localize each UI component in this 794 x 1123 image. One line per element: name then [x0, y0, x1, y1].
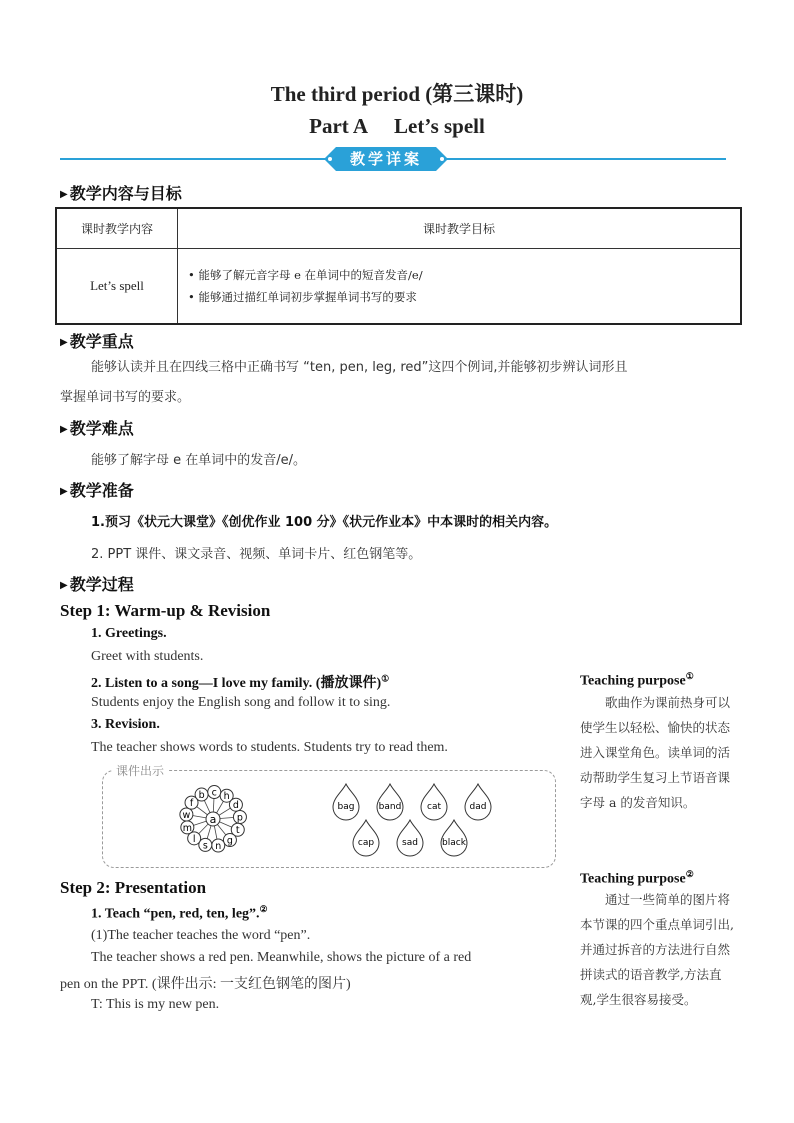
side-note-2-text: [580, 887, 750, 1012]
side-title-label: Teaching purpose: [580, 673, 686, 689]
table-header-content: 课时教学内容: [56, 208, 178, 248]
preparation-item-1: 1.预习《状元大课堂》《创优作业 100 分》《状元作业本》中本课时的相关内容。: [91, 515, 558, 530]
side-line: 通过一些简单的图片将: [605, 892, 731, 907]
drop-word: black: [442, 838, 466, 848]
section-key-points: [60, 329, 134, 352]
section-label: 教学准备: [69, 481, 134, 500]
table-cell-content: Let’s spell: [56, 248, 178, 324]
wheel-letter: f: [189, 798, 194, 810]
table-header-goals: 课时教学目标: [178, 208, 742, 248]
drop-word: dad: [469, 802, 487, 812]
step1-heading: Step 1: Warm-up & Revision: [60, 601, 271, 620]
side-line: 使学生以轻松、愉快的状态: [580, 720, 731, 735]
wheel-letter: g: [226, 835, 233, 847]
side-line: 本节课的四个重点单词引出,: [580, 917, 734, 932]
wheel-center-letter: a: [209, 813, 217, 826]
triangle-icon: ▶: [60, 580, 68, 591]
section-process: [60, 572, 134, 595]
side-note-1-text: [580, 690, 750, 815]
side-line: 并通过拆音的方法进行自然: [580, 942, 731, 957]
drop-word: bag: [337, 802, 355, 812]
objectives-table: [55, 207, 742, 325]
preparation-item-2: 2. PPT 课件、课文录音、视频、单词卡片、红色钢笔等。: [91, 547, 422, 562]
side-line: 动帮助学生复习上节语音课: [580, 770, 731, 785]
step2-line4: T: This is my new pen.: [91, 997, 220, 1012]
section-content-goals: [60, 181, 182, 204]
step1-sub2-text: Students enjoy the English song and follow it to sing.: [91, 695, 391, 710]
step2-sub1: [91, 904, 268, 923]
drop-word: cap: [357, 838, 375, 848]
wheel-letter: w: [182, 809, 191, 821]
wheel-letter: p: [236, 812, 243, 824]
wheel-letter: t: [235, 825, 240, 837]
section-banner: [322, 145, 450, 173]
wheel-letter: b: [198, 790, 205, 802]
drop-word: cat: [427, 802, 441, 812]
step2-heading: Step 2: Presentation: [60, 878, 207, 897]
difficulties-text: 能够了解字母 e 在单词中的发音/e/。: [91, 453, 307, 468]
goal-item: • 能够通过描红单词初步掌握单词书写的要求: [188, 289, 417, 304]
table-cell-goals: [178, 248, 742, 324]
key-points-text-cont: 掌握单词书写的要求。: [60, 390, 191, 405]
wheel-letter: h: [223, 791, 230, 803]
wheel-letter: c: [211, 787, 217, 799]
step1-sub2-label: 2. Listen to a song—I love my family. (播放课件): [91, 676, 382, 691]
key-points-text: 能够认读并且在四线三格中正确书写 “ten, pen, leg, red”这四个例词,并能够初步辨认词形且: [91, 360, 628, 375]
side-line: 观,学生很容易接受。: [580, 992, 697, 1007]
wheel-letter: s: [202, 840, 208, 852]
ppt-tag: 课件出示: [112, 762, 168, 779]
banner-text: 教学详案: [349, 150, 422, 168]
triangle-icon: ▶: [60, 189, 68, 200]
side-line: 歌曲作为课前热身可以: [605, 695, 731, 710]
side-note-1-title: [580, 671, 694, 690]
step2-sub1-label: 1. Teach “pen, red, ten, leg”.: [91, 906, 260, 922]
wheel-letter: l: [192, 833, 196, 845]
side-line: 进入课堂角色。读单词的活: [580, 745, 731, 760]
side-line: 拼读式的语音教学,方法直: [580, 967, 722, 982]
letter-wheel: [168, 784, 254, 854]
section-preparation: [60, 478, 134, 501]
step2-line3: pen on the PPT. (课件出示: 一支红色钢笔的图片): [60, 977, 351, 992]
section-label: 教学重点: [69, 332, 134, 351]
footnote-marker: ②: [259, 904, 268, 914]
section-label: 教学内容与目标: [69, 184, 182, 203]
wheel-letter: d: [232, 800, 239, 812]
page-title: The third period (第三课时): [270, 82, 524, 106]
side-title-label: Teaching purpose: [580, 871, 686, 887]
section-label: 教学过程: [69, 575, 134, 594]
step1-sub3-text: The teacher shows words to students. Students try to read them.: [91, 740, 448, 755]
drop-word: band: [378, 802, 402, 812]
drop-word: sad: [402, 838, 418, 848]
word-drops: [322, 782, 502, 860]
goal-item: • 能够了解元音字母 e 在单词中的短音发音/e/: [188, 267, 423, 282]
wheel-letter: n: [215, 840, 222, 852]
step1-sub2: [91, 672, 389, 692]
step1-sub3: 3. Revision.: [91, 717, 160, 732]
triangle-icon: ▶: [60, 424, 68, 435]
footnote-marker: ②: [685, 869, 694, 879]
step2-line2: The teacher shows a red pen. Meanwhile, shows the picture of a red: [91, 950, 472, 965]
wheel-letter: m: [182, 822, 192, 834]
page-subtitle: [0, 114, 794, 139]
subtitle-part: Part A: [309, 114, 369, 138]
triangle-icon: ▶: [60, 337, 68, 348]
step1-sub1-text: Greet with students.: [91, 649, 204, 664]
side-line: 字母 a 的发音知识。: [580, 795, 696, 810]
footnote-marker: ①: [381, 673, 390, 684]
section-label: 教学难点: [69, 419, 134, 438]
subtitle-name: Let’s spell: [394, 114, 485, 138]
triangle-icon: ▶: [60, 486, 68, 497]
footnote-marker: ①: [685, 671, 694, 681]
step2-line1: (1)The teacher teaches the word “pen”.: [91, 928, 311, 943]
side-note-2-title: [580, 869, 694, 888]
step1-sub1: 1. Greetings.: [91, 626, 167, 641]
section-difficulties: [60, 416, 134, 439]
